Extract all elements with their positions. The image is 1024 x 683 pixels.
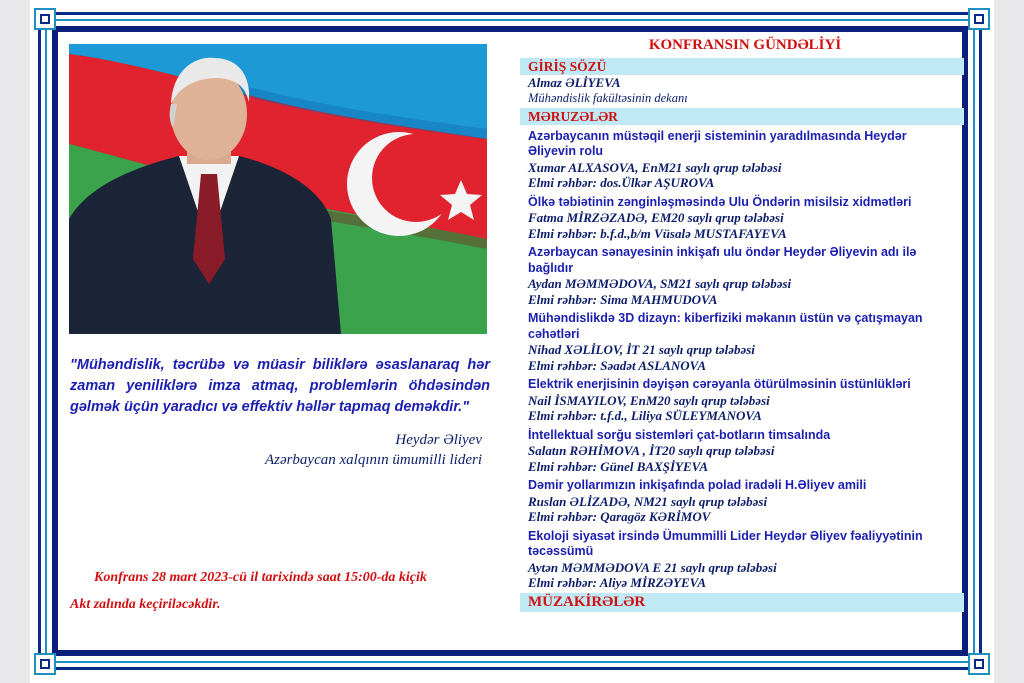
conference-notice-line-2: Akt zalında keçiriləcəkdir.: [70, 597, 221, 612]
report-item: [520, 478, 964, 525]
report-item: [520, 195, 964, 242]
report-title-line: Əliyevin rolu: [528, 144, 604, 158]
report-title: [520, 377, 964, 393]
report-title: [520, 245, 964, 276]
report-author: Aydan MƏMMƏDOVA, SM21 saylı qrup tələbəsi: [528, 276, 792, 291]
report-item: [520, 311, 964, 373]
report-item: [520, 428, 964, 475]
report-title: [520, 529, 964, 560]
report-author: Fatma MİRZƏZADƏ, EM20 saylı qrup tələbəsi: [528, 210, 784, 225]
left-margin: [0, 0, 30, 683]
report-title-line: Ölkə təbiətinin zənginləşməsində Ulu Öndərin misilsiz xidmətləri: [528, 194, 912, 209]
report-supervisor: Elmi rəhbər: dos.Ülkər AŞUROVA: [528, 175, 715, 190]
report-author: Aytən MƏMMƏDOVA E 21 saylı qrup tələbəsi: [528, 559, 777, 575]
report-title: [520, 311, 964, 342]
corner-ornament-bottom-right: [968, 653, 990, 675]
report-title-line: Azərbaycanın müstəqil enerji sisteminin yaradılmasında Heydər: [528, 128, 907, 143]
report-title-line: İntellektual sorğu sistemləri çat-botların timsalında: [528, 427, 831, 442]
report-title-line: təcəssümü: [528, 544, 594, 558]
report-author: Xumar ALXASOVA, EnM21 saylı qrup tələbəsi: [528, 159, 782, 175]
corner-ornament-top-right: [968, 8, 990, 30]
report-author: Nihad XƏLİLOV, İT 21 saylı qrup tələbəsi: [528, 342, 755, 357]
corner-ornament-bottom-left: [34, 653, 56, 675]
intro-speaker-role: Mühəndislik fakültəsinin dekanı: [528, 90, 688, 105]
quote-author-title: Azərbaycan xalqının ümumilli lideri: [264, 452, 482, 468]
report-supervisor: Elmi rəhbər: t.f.d., Liliya SÜLEYMANOVA: [528, 408, 762, 423]
report-supervisor: Elmi rəhbər: Aliyə MİRZƏYEVA: [528, 575, 707, 590]
report-supervisor: Elmi rəhbər: Günel BAXŞİYEVA: [528, 458, 708, 474]
intro-speaker-name: Almaz ƏLİYEVA: [528, 75, 621, 90]
report-item: [520, 529, 964, 591]
quote-attribution: [200, 430, 482, 470]
reports-heading: MƏRUZƏLƏR: [520, 108, 964, 125]
report-supervisor: Elmi rəhbər: Qaragöz KƏRİMOV: [528, 509, 711, 524]
agenda-column: [520, 34, 964, 612]
report-title-line: Mühəndislikdə 3D dizayn: kiberfiziki məkanın üstün və çatışmayan: [528, 311, 923, 325]
report-supervisor: Elmi rəhbər: Səadət ASLANOVA: [528, 357, 707, 373]
report-title: [520, 195, 964, 211]
report-item: [520, 129, 964, 191]
portrait-illustration: [69, 44, 487, 334]
report-title: [520, 478, 964, 494]
report-supervisor: Elmi rəhbər: b.f.d.,b/m Vüsalə MUSTAFAYEVA: [528, 225, 787, 241]
quote-text: "Mühəndislik, təcrübə və müasir biliklərə əsaslanaraq hər zaman yeniliklərə imza atmaq, problemlərin öhdəsindən gəlmək üçün yaradıcı və effektiv həllər tapmaq deməkdir.": [70, 357, 490, 415]
report-title: [520, 428, 964, 444]
report-author: Salatın RƏHİMOVA , İT20 saylı qrup tələbəsi: [528, 443, 775, 458]
corner-ornament-top-left: [34, 8, 56, 30]
report-title-line: Elektrik enerjisinin dəyişən cərəyanla ötürülməsinin üstünlükləri: [528, 377, 911, 391]
report-title: [520, 129, 964, 160]
conference-notice: [70, 564, 490, 618]
right-margin: [994, 0, 1024, 683]
report-item: [520, 377, 964, 424]
report-title-line: bağlıdır: [528, 260, 574, 275]
agenda-title: KONFRANSIN GÜNDƏLİYİ: [648, 37, 842, 53]
report-title-line: Azərbaycan sənayesinin inkişafı ulu öndər Heydər Əliyevin adı ilə: [528, 245, 917, 259]
report-item: [520, 245, 964, 307]
report-author: Nail İSMAYILOV, EnM20 saylı qrup tələbəsi: [528, 392, 770, 408]
report-author: Ruslan ƏLİZADƏ, NM21 saylı qrup tələbəsi: [528, 493, 768, 509]
quote-author-name: Heydər Əliyev: [395, 432, 482, 448]
report-title-line: Ekoloji siyasət irsində Ümummilli Lider Heydər Əliyev fəaliyyətinin: [528, 528, 923, 543]
intro-heading: GİRİŞ SÖZÜ: [520, 58, 964, 75]
report-title-line: cəhətləri: [528, 326, 580, 341]
portrait-photo: [69, 44, 487, 334]
discussion-heading: MÜZAKİRƏLƏR: [520, 593, 964, 612]
report-title-line: Dəmir yollarımızın inkişafında polad iradəli H.Əliyev amili: [528, 478, 867, 492]
report-supervisor: Elmi rəhbər: Sima MAHMUDOVA: [528, 291, 718, 307]
conference-notice-line-1: Konfrans 28 mart 2023-cü il tarixində saat 15:00-da kiçik: [94, 570, 427, 585]
